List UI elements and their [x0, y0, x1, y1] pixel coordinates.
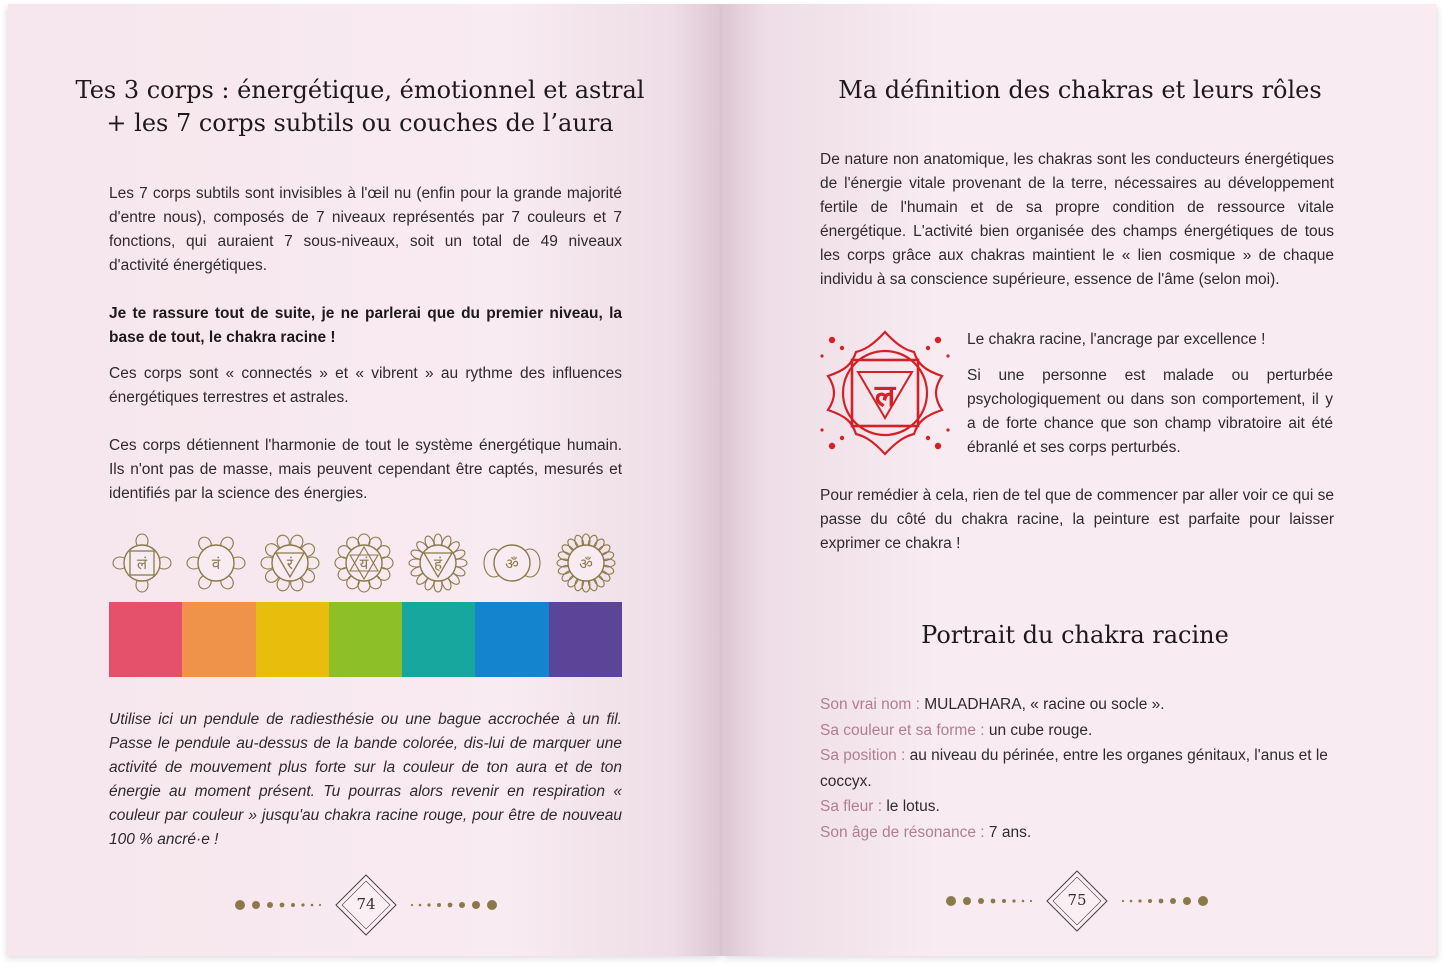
page-number: 74 — [356, 895, 376, 913]
portrait-label: Sa couleur et sa forme — [820, 721, 976, 739]
portrait-heading: Portrait du chakra racine — [921, 621, 1229, 649]
svg-text:वं: वं — [211, 555, 221, 573]
portrait-value: au niveau du périnée, entre les organes génitaux, l'anus et le coccyx. — [820, 747, 1328, 790]
portrait-list — [820, 692, 1334, 845]
root-anchor-line: Le chakra racine, l'ancrage par excellence ! — [967, 331, 1266, 348]
throat-chakra-icon — [405, 530, 471, 596]
heart-chakra-icon — [331, 530, 397, 596]
portrait-value: MULADHARA, « racine ou socle ». — [924, 696, 1165, 713]
portrait-separator: : — [896, 747, 910, 764]
root-chakra-icon — [109, 530, 175, 596]
sacral-chakra-icon — [183, 530, 249, 596]
svg-text:ॐ: ॐ — [505, 555, 519, 573]
portrait-value: 7 ans. — [988, 823, 1032, 841]
pendulum-instructions: Utilise ici un pendule de radiesthésie ou une bague accrochée à un fil. Passe le pendule au-dessus de la bande colorée, dis-lui de marquer une activité de mouvement plus forte sur la couleur de ton aura et de ton énergie au moment présent. Tu pourras alors revenir en respiration « couleur par couleur » jusqu'au chakra racine rouge, pour être de nouveau 100 % ancré·e ! — [109, 711, 622, 848]
page-number: 75 — [1067, 891, 1087, 909]
third-eye-chakra-icon — [479, 530, 545, 596]
color-band-green — [329, 602, 402, 677]
remedy-paragraph: Pour remédier à cela, rien de tel que de commencer par aller voir ce qui se passe du côté du chakra racine, la peinture est parfaite pour laisser exprimer ce chakra ! — [820, 487, 1334, 552]
svg-text:हं: हं — [434, 555, 442, 573]
portrait-separator: : — [975, 721, 989, 739]
portrait-label: Sa position — [820, 747, 897, 764]
solar-plexus-chakra-icon — [257, 530, 323, 596]
portrait-row — [820, 794, 1334, 820]
reassurance-paragraph: Je te rassure tout de suite, je ne parlerai que du premier niveau, la base de tout, le chakra racine ! — [109, 305, 622, 346]
left-page-heading — [70, 74, 650, 140]
portrait-label: Son âge de résonance — [820, 823, 976, 841]
svg-text:रं: रं — [286, 555, 294, 573]
portrait-separator: : — [911, 696, 925, 713]
color-band-red — [109, 602, 182, 677]
root-chakra-symbol — [818, 326, 952, 460]
crown-chakra-icon — [553, 530, 619, 596]
color-band-yellow — [256, 602, 329, 677]
portrait-separator: : — [975, 823, 989, 841]
color-band-violet — [549, 602, 622, 677]
heading-line-1: Tes 3 corps : énergétique, émotionnel et astral — [75, 76, 645, 104]
connected-bodies-paragraph: Ces corps sont « connectés » et « vibrent » au rythme des influences énergétiques terrestres et astrales. — [109, 365, 622, 406]
right-page-heading: Ma définition des chakras et leurs rôles — [838, 76, 1322, 104]
portrait-value: un cube rouge. — [988, 721, 1093, 739]
color-band-orange — [182, 602, 255, 677]
color-band-blue — [475, 602, 548, 677]
chakras-definition-paragraph: De nature non anatomique, les chakras sont les conducteurs énergétiques de l'énergie vitale provenant de la terre, nécessaires au développement fertile de l'humain et de sa propre condition de ressource vitale énergétique. L'activité bien organisée des champs énergétiques de tous les corps grâce aux chakras maintient le « lien cosmique » de chaque individu à sa conscience supérieure, essence de l'âme (selon moi). — [820, 151, 1334, 288]
color-band-teal — [402, 602, 475, 677]
svg-text:लं: लं — [136, 555, 148, 573]
disturbance-paragraph: Si une personne est malade ou perturbée psychologiquement ou dans son comportement, il y a de forte chance que son champ vibratoire ait été ébranlé et ses corps perturbés. — [967, 367, 1333, 456]
aura-color-bar — [109, 602, 622, 677]
heading-line-2: + les 7 corps subtils ou couches de l’aura — [106, 109, 614, 137]
portrait-row — [820, 692, 1334, 718]
svg-text:ॐ: ॐ — [579, 555, 593, 573]
svg-text:यं: यं — [359, 555, 369, 573]
svg-text:ल: ल — [874, 379, 896, 414]
portrait-separator: : — [873, 798, 887, 815]
portrait-row — [820, 820, 1334, 846]
portrait-label: Son vrai nom — [820, 696, 912, 713]
root-chakra-icon — [818, 326, 952, 460]
subtle-bodies-paragraph: Les 7 corps subtils sont invisibles à l'œil nu (enfin pour la grande majorité d'entre nous), composés de 7 niveaux représentés par 7 couleurs et 7 fonctions, qui auraient 7 sous-niveaux, soit un total de 49 niveaux d'activité énergétiques. — [109, 185, 622, 274]
page-number-ornament-left — [226, 873, 506, 937]
portrait-label: Sa fleur — [820, 798, 874, 815]
page-number-ornament-right — [937, 869, 1217, 933]
harmony-paragraph: Ces corps détiennent l'harmonie de tout le système énergétique humain. Ils n'ont pas de masse, mais peuvent cependant être captés, mesurés et identifiés par la science des énergies. — [109, 437, 622, 502]
portrait-value: le lotus. — [886, 798, 940, 815]
portrait-row — [820, 718, 1334, 744]
chakra-symbols-row — [108, 530, 622, 600]
portrait-row — [820, 743, 1334, 794]
